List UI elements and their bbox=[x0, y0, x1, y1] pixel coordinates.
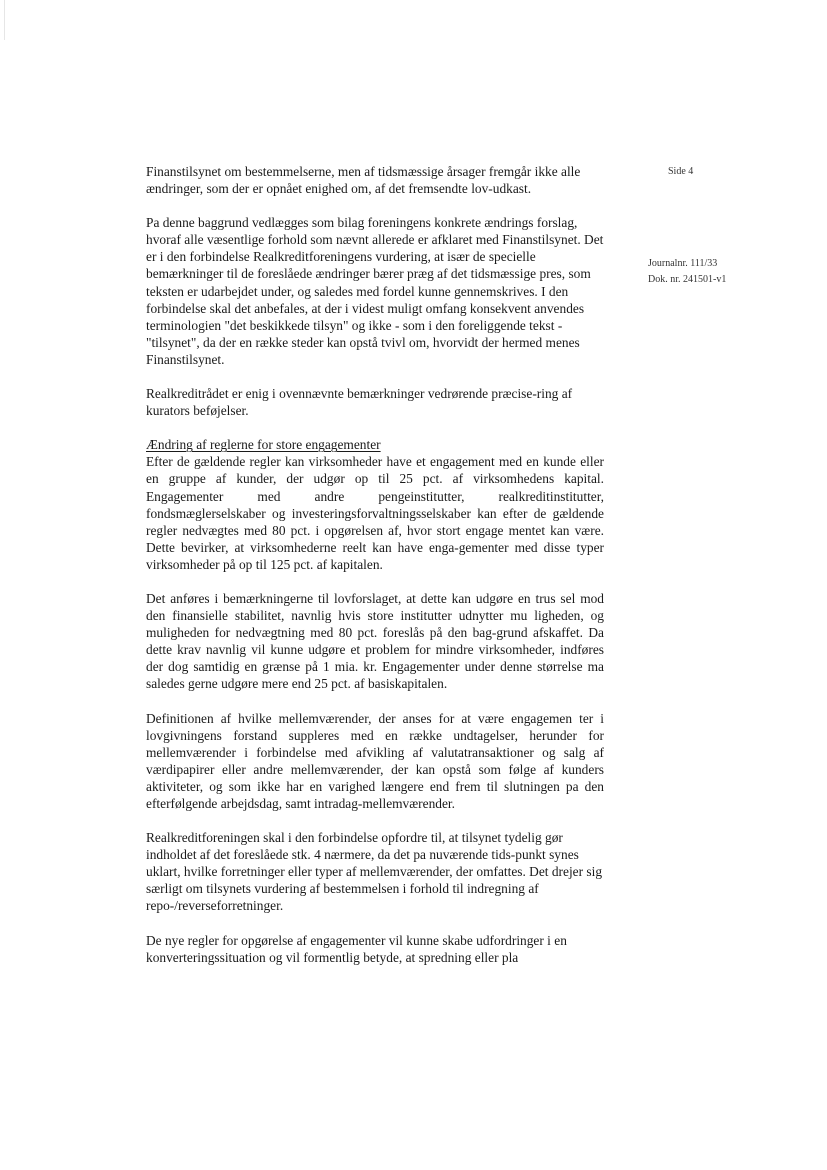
document-number: Dok. nr. 241501-v1 bbox=[648, 274, 727, 285]
paragraph-2: Pa denne baggrund vedlægges som bilag foreningens konkrete ændrings forslag, hvoraf alle væsentlige forhold som nævnt allerede er afklaret med Finanstilsynet. Det er i den forbindelse Realkreditforeningens vurdering, at især de specielle bemærkninger til de foreslåede ændringer bærer præg af det tidsmæssige pres, som teksten er udarbejdet under, og saledes med fordel kunne gennemskrives. I den forbindelse skal det anbefales, at der i videst muligt omfang konsekvent anvendes terminologien "det beskikkede tilsyn" og ikke - som i den foreliggende tekst - "tilsynet", da der en række steder kan opstå tvivl om, hvorvidt der hermed menes Finanstilsynet. bbox=[146, 215, 604, 367]
section-heading: Ændring af reglerne for store engagementer bbox=[146, 437, 381, 453]
document-body bbox=[146, 163, 604, 983]
paragraph-7: Realkreditforeningen skal i den forbindelse opfordre til, at tilsynet tydelig gør indholdet af det foreslåede stk. 4 nærmere, da det pa nuværende tids-punkt synes uklart, hvilke forretninger eller typer af mellemværender, der omfattes. Det drejer sig særligt om tilsynets vurdering af bestemmelsen i forhold til indregning af repo-/reverseforretninger. bbox=[146, 830, 603, 914]
paragraph-3: Realkreditrådet er enig i ovennævnte bemærkninger vedrørende præcise-ring af kurators beføjelser. bbox=[146, 386, 573, 419]
journal-number: Journalnr. 111/33 bbox=[648, 258, 718, 269]
page-number bbox=[668, 164, 798, 180]
paragraph-1: Finanstilsynet om bestemmelserne, men af tidsmæssige årsager fremgår ikke alle ændringer, som der er opnået enighed om, af det fremsendte lov-udkast. bbox=[146, 164, 581, 197]
reference-block bbox=[648, 256, 778, 288]
paragraph-5: Det anføres i bemærkningerne til lovforslaget, at dette kan udgøre en trus sel mod den finansielle stabilitet, navnlig hvis store institutter udnytter mu ligheden, og muligheden for nedvægtning med 80 pct. foreslås på den bag-grund afskaffet. Da dette krav navnlig vil kunne udgøre et problem for mindre virksomheder, indføres der dog samtidig en grænse på 1 mia. kr. Engagementer under denne størrelse ma saledes gerne udgøre mere end 25 pct. af basiskapitalen. bbox=[146, 590, 604, 692]
paragraph-8: De nye regler for opgørelse af engagementer vil kunne skabe udfordringer i en konverteringssituation og vil formentlig betyde, at spredning eller pla bbox=[146, 932, 567, 965]
paragraph-4: Efter de gældende regler kan virksomheder have et engagement med en kunde eller en gruppe af kunder, der udgør op til 25 pct. af virksomhedens kapital. Engagementer med andre pengeinstitutter, realkreditinstitutter, fondsmæglerselskaber og investeringsforvaltningsselskaber kan efter de gældende regler nedvægtes med 80 pct. i opgørelsen af, hvor stort engage mentet kan være. Dette bevirker, at virksomhederne reelt kan have enga-gementer med disse typer virksomheder på op til 125 pct. af kapitalen. bbox=[146, 454, 604, 572]
page-label: Side 4 bbox=[668, 166, 694, 177]
scan-margin-line bbox=[4, 0, 5, 40]
paragraph-6: Definitionen af hvilke mellemværender, der anses for at være engagemen ter i lovgivningens forstand suppleres med en række undtagelser, herunder for mellemværender i forbindelse med afvikling af valutatransaktioner og salg af værdipapirer eller andre mellemværender, der kan opstå som følge af kunders aktiviteter, og som ikke har en varighed længere end frem til slutningen pa den efterfølgende arbejdsdag, samt intradag-mellemværender. bbox=[146, 710, 604, 811]
